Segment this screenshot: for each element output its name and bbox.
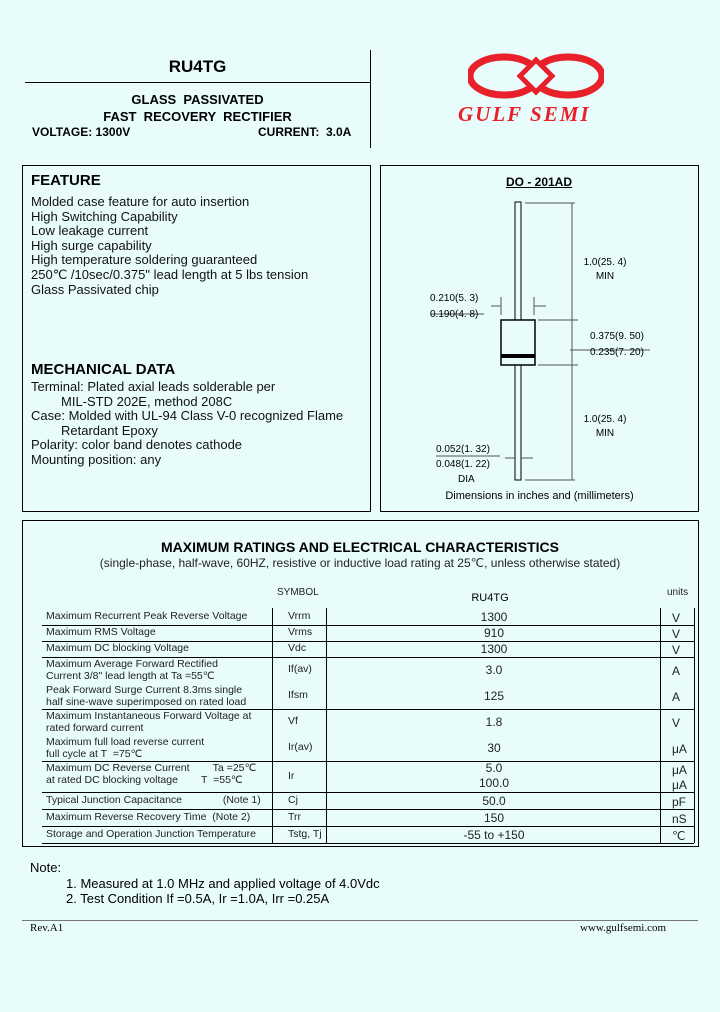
table-row — [22, 625, 698, 641]
feature-item: Glass Passivated chip — [31, 281, 159, 297]
value: 1300 — [480, 642, 508, 656]
table-row — [22, 792, 698, 809]
lead-length-top — [575, 256, 635, 284]
unit: V — [672, 627, 681, 641]
dim-text: MIN — [595, 428, 615, 439]
unit: ℃ — [672, 828, 686, 843]
dia-label: DIA — [458, 474, 475, 485]
symbol: Ir — [288, 769, 295, 782]
dim-text: 1.0(25. 4) — [583, 257, 627, 268]
feature-title: FEATURE — [31, 172, 101, 189]
col-part: RU4TG — [471, 592, 509, 604]
value: 50.0 — [482, 793, 506, 808]
note-item: 2. Test Condition If =0.5A, Ir =1.0A, Irr =0.25A — [66, 891, 330, 906]
title-line-2: FAST RECOVERY RECTIFIER — [103, 109, 292, 124]
revision: Rev.A1 — [30, 922, 64, 934]
part-number: RU4TG — [168, 57, 227, 76]
unit: V — [672, 716, 681, 730]
table-row — [22, 809, 698, 826]
website-link[interactable]: www.gulfsemi.com — [580, 922, 667, 934]
value: 1300 — [480, 609, 508, 624]
col-symbol: SYMBOL — [277, 587, 319, 598]
unit: μA — [672, 763, 687, 777]
symbol: Vdc — [288, 642, 307, 654]
param-label: full cycle at T =75℃ — [46, 748, 143, 760]
symbol: Cj — [288, 793, 298, 806]
param-label: Maximum RMS Voltage — [46, 626, 156, 638]
lead-length-bottom — [575, 413, 635, 441]
unit: V — [672, 643, 681, 657]
mechanical-line: Polarity: color band denotes cathode — [31, 437, 243, 453]
param-label: Peak Forward Surge Current 8.3ms single — [46, 684, 243, 696]
param-label: Maximum Reverse Recovery Time (Note 2) — [46, 810, 251, 823]
header-rule — [25, 82, 370, 83]
unit: nS — [672, 811, 687, 826]
symbol: Vrrm — [288, 609, 311, 622]
param-label: Maximum Instantaneous Forward Voltage at — [46, 710, 252, 722]
table-row — [22, 761, 698, 792]
unit: μA — [672, 742, 687, 756]
param-label: Typical Junction Capacitance (Note 1) — [46, 793, 261, 806]
feature-item: High temperature soldering guaranteed — [31, 252, 258, 268]
table-row — [22, 641, 698, 657]
body-length-max: 0.375(9. 50) — [590, 331, 644, 342]
value: 150 — [483, 810, 505, 825]
symbol: Trr — [288, 810, 302, 823]
symbol: If(av) — [288, 663, 312, 675]
gulf-semi-logo-icon — [468, 52, 604, 102]
mechanical-line: MIL-STD 202E, method 208C — [61, 393, 233, 409]
unit: μA — [672, 778, 687, 792]
value: 1.8 — [485, 715, 503, 729]
logo-text: GULF SEMI — [458, 102, 591, 126]
value: 30 — [487, 741, 501, 755]
unit: A — [672, 664, 681, 678]
param-label: Maximum full load reverse current — [46, 736, 205, 748]
footer-rule — [22, 920, 698, 921]
table-row — [22, 709, 698, 735]
body-length-min: 0.235(7. 20) — [590, 347, 644, 358]
value: 3.0 — [485, 663, 503, 677]
param-label: rated forward current — [46, 722, 144, 734]
feature-item: 250℃ /10sec/0.375" lead length at 5 lbs tension — [31, 266, 309, 282]
value: 100.0 — [478, 776, 510, 790]
value: 125 — [483, 689, 505, 703]
param-label: Current 3/8" lead length at Ta =55℃ — [46, 670, 215, 682]
ratings-title: MAXIMUM RATINGS AND ELECTRICAL CHARACTERISTICS — [161, 539, 559, 555]
param-label: Maximum Average Forward Rectified — [46, 658, 218, 670]
ratings-subtitle: (single-phase, half-wave, 60HZ, resistive or inductive load rating at 25℃, unless otherwise stated) — [99, 556, 621, 570]
mechanical-line: Mounting position: any — [31, 451, 162, 467]
feature-item: High surge capability — [31, 237, 152, 253]
symbol: Ifsm — [288, 689, 308, 701]
param-label: Maximum DC blocking Voltage — [46, 642, 189, 654]
feature-list — [31, 195, 308, 297]
value: 910 — [483, 626, 505, 640]
mechanical-line: Retardant Epoxy — [61, 422, 158, 438]
header-divider — [370, 50, 371, 148]
dim-text: 1.0(25. 4) — [583, 414, 627, 425]
value: 5.0 — [485, 761, 503, 775]
param-label: half sine-wave superimposed on rated load — [46, 696, 247, 708]
mechanical-title: MECHANICAL DATA — [31, 361, 176, 378]
symbol: Vrms — [288, 626, 313, 638]
param-label: Maximum Recurrent Peak Reverse Voltage — [46, 609, 248, 622]
symbol: Tstg, Tj — [288, 827, 322, 840]
unit: A — [672, 690, 681, 704]
mechanical-list — [31, 380, 343, 468]
dim-text: MIN — [595, 271, 615, 282]
table-row — [22, 683, 698, 709]
table-row — [22, 735, 698, 761]
feature-item: Low leakage current — [31, 223, 149, 239]
param-label: Maximum DC Reverse Current Ta =25℃ — [46, 762, 257, 774]
package-name: DO - 201AD — [506, 175, 573, 189]
notes-title: Note: — [30, 860, 62, 875]
param-label: at rated DC blocking voltage T =55℃ — [46, 774, 243, 786]
mechanical-line: Case: Molded with UL-94 Class V-0 recognized Flame — [31, 408, 344, 424]
value: -55 to +150 — [463, 827, 525, 842]
table-row — [22, 826, 698, 843]
body-dia-min: 0.190(4. 8) — [430, 309, 479, 320]
title-line-1: GLASS PASSIVATED — [131, 92, 264, 107]
feature-item: High Switching Capability — [31, 208, 178, 224]
voltage-rating: VOLTAGE: 1300V — [32, 125, 131, 139]
body-dia-max: 0.210(5. 3) — [430, 293, 479, 304]
table-row — [22, 657, 698, 683]
col-units: units — [667, 587, 689, 598]
feature-item: Molded case feature for auto insertion — [31, 194, 250, 209]
table-row-line — [42, 843, 694, 844]
unit: V — [672, 610, 681, 625]
symbol: Vf — [288, 715, 298, 727]
dimensions-caption: Dimensions in inches and (millimeters) — [445, 490, 634, 502]
symbol: Ir(av) — [288, 741, 313, 753]
mechanical-line: Terminal: Plated axial leads solderable per — [31, 379, 276, 394]
unit: pF — [672, 794, 687, 809]
table-row — [22, 608, 698, 625]
note-item: 1. Measured at 1.0 MHz and applied voltage of 4.0Vdc — [66, 876, 380, 891]
current-rating: CURRENT: 3.0A — [258, 125, 352, 139]
lead-dia-max: 0.052(1. 32) — [436, 444, 490, 455]
lead-dia-min: 0.048(1. 22) — [436, 459, 490, 470]
param-label: Storage and Operation Junction Temperature — [46, 827, 256, 840]
